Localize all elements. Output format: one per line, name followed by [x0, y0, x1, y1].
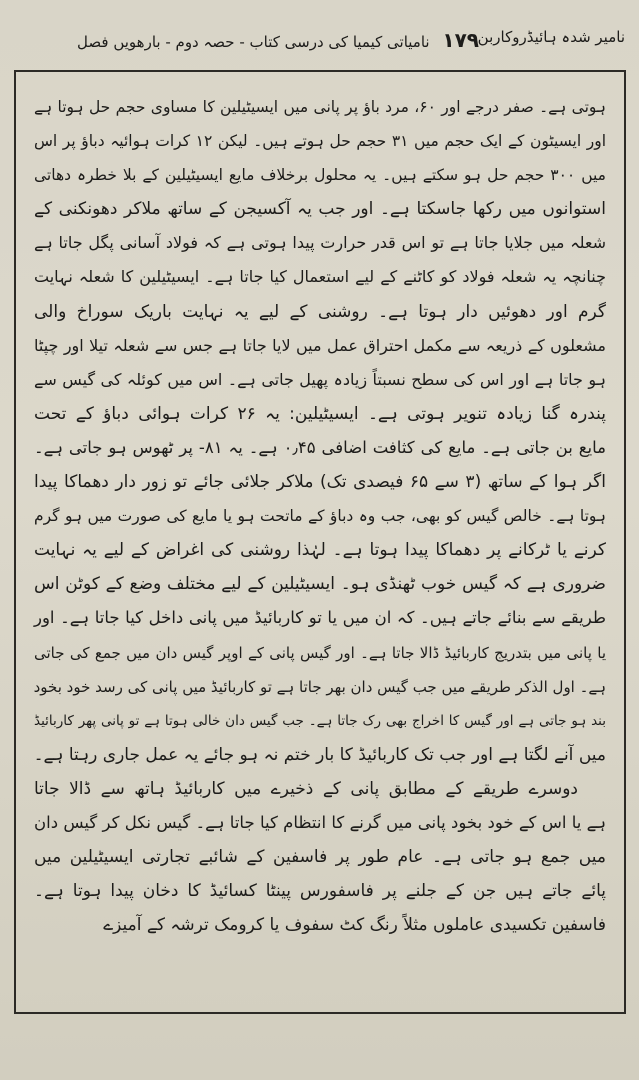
text-line: چنانچہ یہ شعلہ فولاد کو کاٹنے کے لیے استعمال کیا جاتا ہے۔ ایسیٹیلین کا شعلہ نہایت	[34, 267, 606, 287]
text-line: مایع بن جاتی ہے۔ مایع کی کثافت اضافی ۰٫۴۵ ہے۔ یہ ۸۱- پر ٹھوس ہو جاتی ہے۔	[34, 437, 606, 457]
text-line: میں آنے لگتا ہے اور جب تک کاربائیڈ کا بار ختم نہ ہو جائے یہ عمل جاری رہتا ہے۔	[33, 744, 606, 765]
text-line: پائے جاتے ہیں جن کے جلنے پر فاسفورس پینٹا کسائیڈ کا دخان پیدا ہوتا ہے۔	[34, 881, 606, 902]
body-text	[34, 90, 606, 942]
page-number: ۱۷۹	[442, 28, 479, 52]
text-line: طریقے سے بنائے جاتے ہیں۔ کہ ان میں یا تو کاربائیڈ میں پانی داخل کیا جاتا ہے۔ اور	[34, 608, 606, 628]
text-line: فاسفین تکسیدی عاملوں مثلاً رنگ کٹ سفوف یا کرومک ترشہ کے آمیزے	[103, 915, 606, 936]
text-line: استوانوں میں رکھا جاسکتا ہے۔ اور جب یہ آکسیجن کے ساتھ ملاکر دھونکنی کے	[34, 199, 606, 220]
text-line: ہوتی ہے۔ صفر درجے اور ۶۰، مرد باؤ پر پانی میں ایسیٹیلین کا مساوی حجم حل ہوتا ہے	[34, 98, 606, 116]
text-frame	[14, 70, 626, 1014]
text-line: مشعلوں کے ذریعہ سے مکمل احتراق عمل میں لایا جاتا ہے جس سے شعلہ تیلا اور چپٹا	[34, 335, 606, 355]
header-book-title: نامیاتی کیمیا کی درسی کتاب - حصہ دوم - بارھویں فصل	[77, 33, 430, 51]
header-center	[77, 28, 479, 52]
text-line: ہوتا ہے۔ خالص گیس کو بھی، جب وہ دباؤ کے ماتحت ہو یا مایع کی صورت میں ہو گرم	[34, 507, 606, 526]
text-line: یا پانی میں بتدریج کاربائیڈ ڈالا جاتا ہے۔ اور گیس پانی کے اوپر گیس دان میں جمع کی جاتی	[34, 643, 606, 662]
text-line: میں ۳۰۰ حجم حل ہو سکتے ہیں۔ یہ محلول برخلاف مایع ایسیٹیلین کے بلا خطرہ دھاتی	[34, 166, 606, 185]
text-line: اور ایسیٹون کے ایک حجم میں ۳۱ حجم حل ہوتے ہیں۔ لیکن ۱۲ کرات ہوائیہ دباؤ پر اس	[34, 132, 606, 151]
text-line: گرم اور دھوئیں دار ہوتا ہے۔ روشنی کے لیے یہ نہایت باریک سوراخ والی	[34, 301, 606, 322]
header-right-text: نامیر شدہ ہائیڈروکاربن	[477, 28, 625, 46]
text-line: ضروری ہے کہ گیس خوب ٹھنڈی ہو۔ ایسیٹیلین کے لیے مختلف وضع کے کوٹن اس	[34, 574, 606, 595]
text-line: اگر ہوا کے ساتھ (۳ سے ۶۵ فیصدی تک) ملاکر جلائی جائے تو زور دار دھماکا پیدا	[34, 472, 606, 493]
text-line: کرنے یا ٹرکانے پر دھماکا پیدا ہوتا ہے۔ لہٰذا روشنی کی اغراض کے لیے یہ نہایت	[34, 540, 606, 561]
text-line: پندرہ گنا زیادہ تنویر ہوتی ہے۔ ایسیٹیلین: یہ ۲۶ کرات ہوائی دباؤ کے تحت	[34, 403, 606, 424]
text-line: شعلہ میں جلایا جاتا ہے تو اس قدر حرارت پیدا ہوتی ہے کہ فولاد آسانی پگل جاتا ہے	[34, 233, 606, 253]
text-line: ہو جاتا ہے اور اس کی سطح نسبتاً زیادہ پھیل جاتی ہے۔ اس میں کوئلہ کی گیس سے	[34, 369, 606, 389]
text-line: ہے۔ اول الذکر طریقے میں جب گیس دان بھر جاتا ہے تو کاربائیڈ میں پانی کی رسد خود بخود	[33, 677, 606, 696]
header-left-title	[477, 28, 625, 46]
running-header	[10, 16, 627, 60]
text-line: بند ہو جاتی ہے اور گیس کا اخراج بھی رک جاتا ہے۔ جب گیس دان خالی ہوتا ہے تو پانی پھر کاربائیڈ	[34, 712, 606, 729]
text-line: میں جمع ہو جاتی ہے۔ عام طور پر فاسفین کے شائبے تجارتی ایسیٹیلین میں	[34, 847, 606, 868]
text-line: ہے یا اس کے خود بخود پانی میں گرنے کا انتظام کیا جاتا ہے۔ گیس نکل کر گیس دان	[34, 812, 606, 832]
text-line: دوسرے طریقے کے مطابق پانی کے ذخیرے میں کاربائیڈ ہاتھ سے ڈالا جاتا	[34, 778, 578, 799]
